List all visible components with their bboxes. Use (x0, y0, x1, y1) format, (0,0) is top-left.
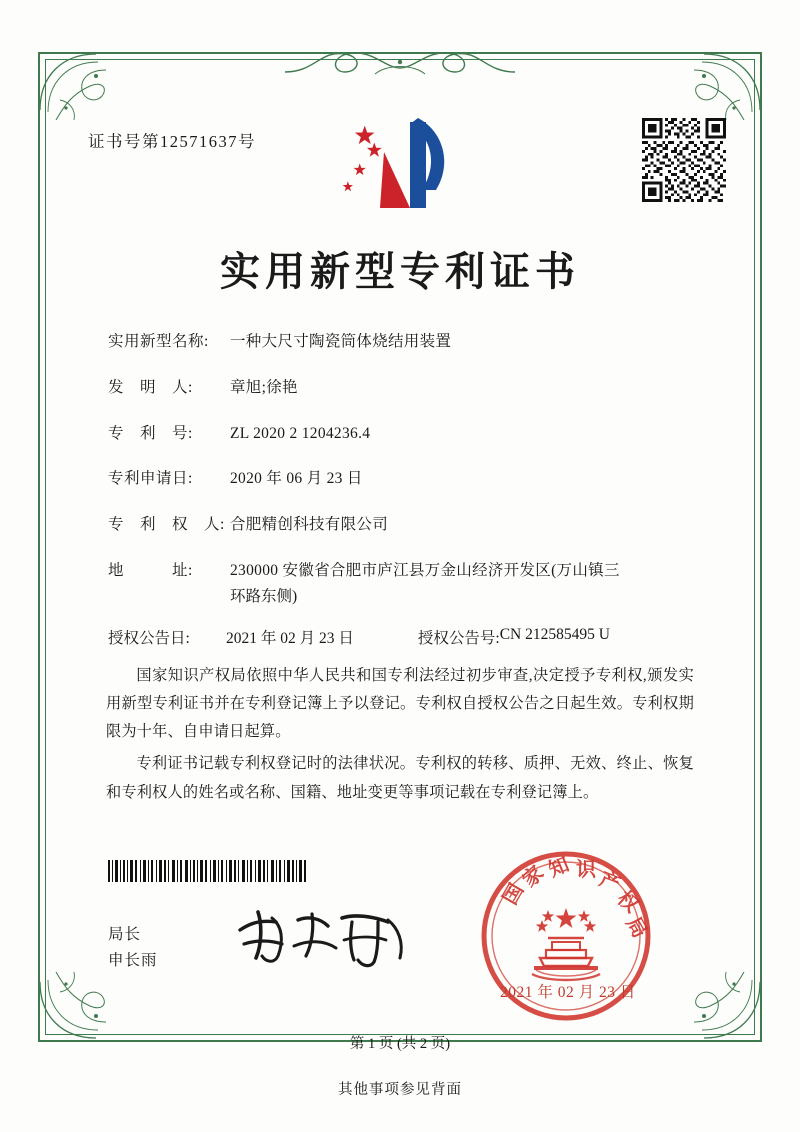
field-grant-row (108, 626, 708, 648)
field-value-address-line1: 230000 安徽省合肥市庐江县万金山经济开发区(万山镇三 (230, 561, 620, 579)
field-inventor (108, 376, 708, 399)
director-label: 局长 (108, 926, 142, 943)
field-label-address: 地 址: (108, 561, 193, 579)
field-label-grant-number: 授权公告号: (417, 630, 500, 647)
svg-text:局: 局 (621, 912, 653, 942)
qr-code-icon (642, 118, 726, 202)
field-patent-holder (108, 513, 708, 536)
svg-text:家: 家 (517, 860, 549, 892)
svg-text:知: 知 (544, 851, 573, 882)
field-label-grant-date: 授权公告日: (108, 630, 190, 647)
field-value-patent-holder: 合肥精创科技有限公司 (230, 516, 389, 533)
page-title: 实用新型专利证书 (220, 248, 580, 295)
field-label-name: 实用新型名称: (108, 333, 209, 350)
svg-text:权: 权 (612, 885, 644, 918)
field-label-application-date: 专利申请日: (108, 470, 193, 488)
cnipa-logo-icon (340, 112, 470, 224)
footer-note: 其他事项参见背面 (338, 1082, 462, 1098)
field-value-application-date: 2020 年 06 月 23 日 (230, 470, 363, 488)
legal-text-block (106, 662, 694, 811)
legal-paragraph-2: 专利证书记载专利权登记时的法律状况。专利权的转移、质押、无效、终止、恢复和专利权人的姓名或名称、国籍、地址变更等事项记载在专利登记簿上。 (106, 755, 694, 801)
field-patent-number (108, 422, 708, 445)
field-value-patent-number: ZL 2020 2 1204236.4 (230, 424, 371, 442)
page-number: 第 1 页 (共 2 页) (349, 1036, 451, 1052)
handwritten-signature-icon (232, 900, 422, 970)
director-block (108, 922, 158, 973)
seal-date: 2021 年 02 月 23 日 (500, 984, 636, 1001)
field-label-inventor: 发 明 人: (108, 378, 193, 396)
svg-text:识: 识 (576, 857, 596, 881)
legal-paragraph-1: 国家知识产权局依照中华人民共和国专利法经过初步审查,决定授予专利权,颁发实用新型专利证书并在专利登记簿上予以登记。专利权自授权公告之日起生效。专利权期限为十年、自申请日起算。 (106, 667, 694, 741)
field-value-grant-number: CN 212585495 U (499, 626, 610, 643)
field-value-address-line2: 环路东侧) (230, 588, 298, 605)
field-utility-model-name (108, 330, 708, 353)
field-address (108, 559, 708, 606)
svg-text:国: 国 (497, 879, 529, 909)
barcode-icon (108, 860, 308, 882)
top-flourish-ornament (275, 42, 525, 82)
field-label-patent-number: 专 利 号: (108, 424, 193, 442)
director-name: 申长雨 (108, 951, 158, 969)
corner-ornament-bottom-right (678, 956, 764, 1042)
field-value-grant-date: 2021 年 02 月 23 日 (226, 630, 354, 647)
field-application-date (108, 467, 708, 490)
corner-ornament-top-left (36, 50, 122, 136)
field-value-name: 一种大尺寸陶瓷筒体烧结用装置 (230, 333, 452, 350)
field-value-inventor: 章旭;徐艳 (230, 378, 298, 396)
field-gap-spacer (354, 626, 418, 648)
svg-text:产: 产 (596, 866, 624, 897)
certificate-number: 证书号第12571637号 (88, 132, 256, 151)
field-label-patent-holder: 专 利 权 人: (108, 516, 225, 533)
field-list (108, 330, 708, 668)
